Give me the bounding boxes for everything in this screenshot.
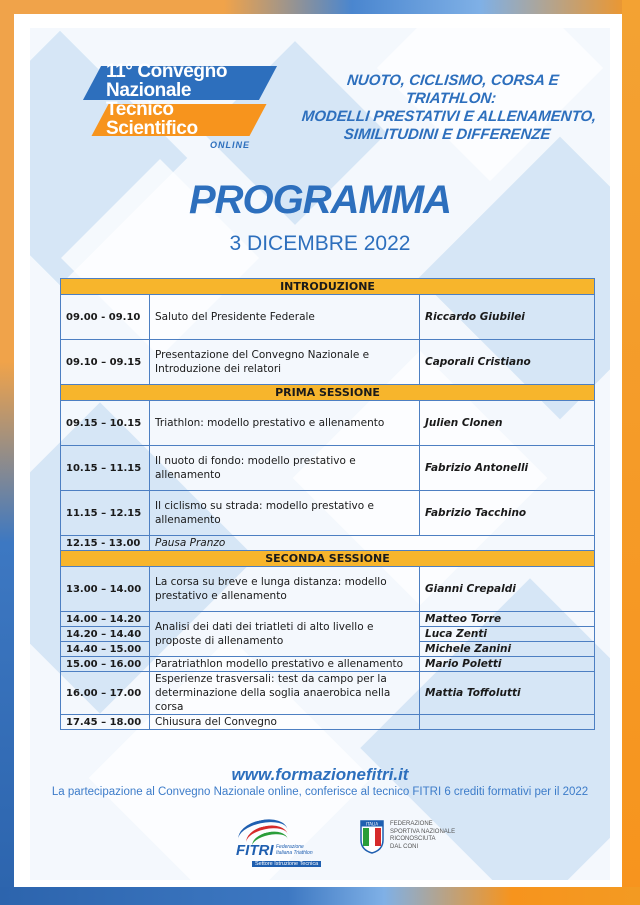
website-link[interactable]: www.formazionefitri.it (231, 765, 409, 784)
speaker-cell: Riccardo Giubilei (420, 295, 595, 340)
frame-top (0, 0, 640, 14)
table-row (61, 340, 595, 385)
programma-title: PROGRAMMA (188, 178, 452, 222)
speaker-cell: Mario Poletti (420, 657, 595, 672)
section-header (61, 385, 595, 401)
topic-line: SIMILITUDINI E DIFFERENZE (342, 126, 552, 143)
speaker-cell (420, 715, 595, 730)
desc-cell: Chiusura del Convegno (150, 715, 420, 730)
desc-cell: Pausa Pranzo (150, 536, 595, 551)
section-title: SECONDA SESSIONE (61, 551, 595, 567)
speaker-cell: Mattia Toffolutti (420, 672, 595, 715)
time-cell: 09.15 – 10.15 (61, 401, 150, 446)
italia-shield-icon (360, 820, 384, 854)
coni-text (390, 821, 472, 851)
desc-cell: Il ciclismo su strada: modello prestativo e allenamento (150, 491, 420, 536)
time-cell: 14.00 – 14.20 (61, 612, 150, 627)
section-title: PRIMA SESSIONE (61, 385, 595, 401)
time-cell: 13.00 – 14.00 (61, 567, 150, 612)
coni-logo (360, 820, 470, 860)
speaker-cell: Fabrizio Tacchino (420, 491, 595, 536)
table-row (61, 715, 595, 730)
desc-cell: Esperienze trasversali: test da campo per la determinazione della soglia anaerobica nella corsa (150, 672, 420, 715)
table-row (61, 567, 595, 612)
section-title: INTRODUZIONE (61, 279, 595, 295)
desc-cell: Saluto del Presidente Federale (150, 295, 420, 340)
table-row (61, 401, 595, 446)
logo-online-label: ONLINE (210, 140, 251, 150)
desc-cell: La corsa su breve e lunga distanza: modello prestativo e allenamento (150, 567, 420, 612)
convegno-logo (92, 58, 292, 154)
coni-line: FEDERAZIONE (390, 821, 433, 827)
speaker-cell: Luca Zenti (420, 627, 595, 642)
time-cell: 10.15 – 11.15 (61, 446, 150, 491)
time-cell: 11.15 – 12.15 (61, 491, 150, 536)
speaker-cell: Fabrizio Antonelli (420, 446, 595, 491)
table-row (61, 295, 595, 340)
time-cell: 16.00 – 17.00 (61, 672, 150, 715)
fitri-tagline: Settore Istruzione Tecnica (252, 861, 321, 867)
speaker-cell: Matteo Torre (420, 612, 595, 627)
table-row (61, 612, 595, 627)
time-cell: 09.00 - 09.10 (61, 295, 150, 340)
time-cell: 14.40 – 15.00 (61, 642, 150, 657)
desc-cell: Presentazione del Convegno Nazionale e Introduzione dei relatori (150, 340, 420, 385)
svg-text:ITALIA: ITALIA (365, 821, 379, 827)
speaker-cell: Michele Zanini (420, 642, 595, 657)
table-row (61, 536, 595, 551)
time-cell: 15.00 – 16.00 (61, 657, 150, 672)
logo-title (106, 62, 227, 138)
table-row (61, 491, 595, 536)
logo-line: 11° Convegno (106, 61, 228, 82)
table-row (61, 672, 595, 715)
coni-line: RICONOSCIUTA (390, 836, 436, 842)
desc-cell: Il nuoto di fondo: modello prestativo e allenamento (150, 446, 420, 491)
desc-cell: Paratriathlon modello prestativo e allenamento (150, 657, 420, 672)
table-row (61, 657, 595, 672)
logo-line: Tecnico (106, 99, 174, 120)
conference-topic (296, 72, 604, 144)
fitri-sub-line: Italiana Triathlon (276, 850, 313, 856)
topic-line: MODELLI PRESTATIVI E ALLENAMENTO, (300, 108, 598, 125)
frame-bottom (0, 887, 640, 905)
table-row (61, 446, 595, 491)
speaker-cell: Julien Clonen (420, 401, 595, 446)
coni-line: DAL CONI (390, 843, 419, 850)
logo-line: Scientifico (106, 118, 198, 139)
speaker-cell: Caporali Cristiano (420, 340, 595, 385)
section-header (61, 551, 595, 567)
speaker-cell: Gianni Crepaldi (420, 567, 595, 612)
fitri-sub-line: Federazione (276, 844, 304, 850)
schedule-table (60, 278, 595, 730)
time-cell: 17.45 – 18.00 (61, 715, 150, 730)
credits-note: La partecipazione al Convegno Nazionale online, conferisce al tecnico FITRI 6 crediti formativi per il 2022 (51, 786, 589, 798)
time-cell: 09.10 – 09.15 (61, 340, 150, 385)
desc-cell: Triathlon: modello prestativo e allenamento (150, 401, 420, 446)
topic-line: NUOTO, CICLISMO, CORSA E TRIATHLON: (346, 72, 560, 107)
fitri-subtitle (276, 844, 324, 856)
fitri-logo (232, 818, 322, 867)
desc-cell: Analisi dei dati dei triatleti di alto livello e proposte di allenamento (150, 612, 420, 657)
coni-line: SPORTIVA NAZIONALE (390, 828, 456, 835)
fitri-name: FITRI (236, 842, 274, 859)
logo-line: Nazionale (106, 80, 192, 101)
section-header (61, 279, 595, 295)
time-cell: 12.15 - 13.00 (61, 536, 150, 551)
event-date: 3 DICEMBRE 2022 (229, 232, 411, 255)
time-cell: 14.20 – 14.40 (61, 627, 150, 642)
